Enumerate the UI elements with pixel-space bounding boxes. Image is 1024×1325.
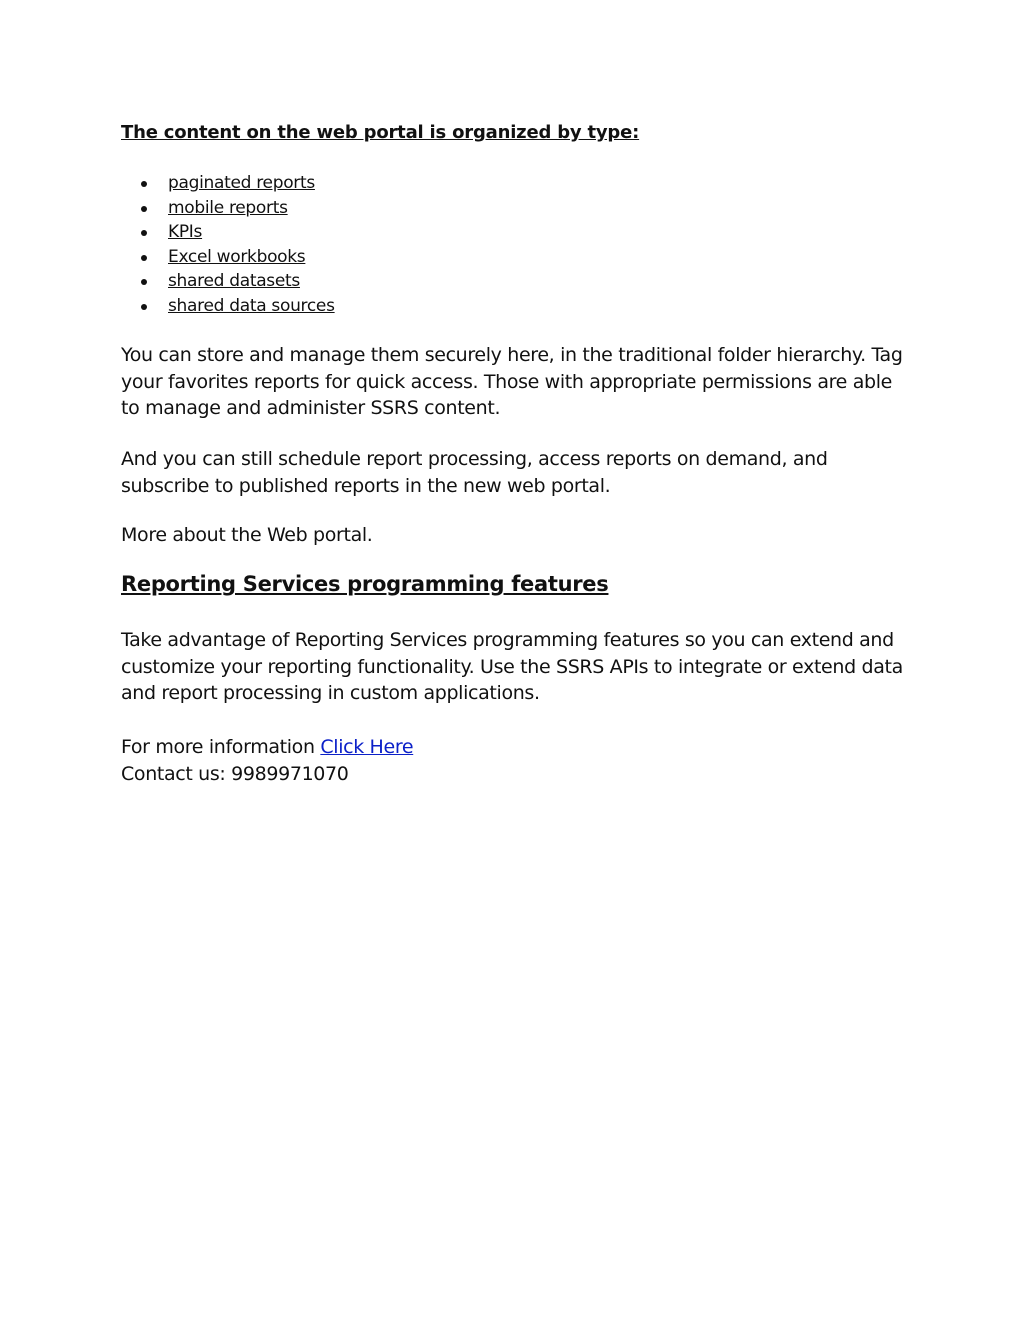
bullet-icon bbox=[141, 279, 147, 285]
list-item-label: paginated reports bbox=[168, 173, 315, 193]
contact-text: Contact us: 9989971070 bbox=[121, 762, 349, 785]
bullet-icon bbox=[141, 206, 147, 212]
bullet-icon bbox=[141, 230, 147, 236]
schedule-paragraph: And you can still schedule report processing, access reports on demand, and subscribe to published reports in the new web portal. bbox=[121, 448, 828, 497]
list-item-label: mobile reports bbox=[168, 197, 288, 218]
content-type-list bbox=[121, 171, 335, 318]
list-item-label: shared data sources bbox=[168, 295, 335, 316]
more-about-paragraph: More about the Web portal. bbox=[121, 524, 373, 546]
content-types-heading: The content on the web portal is organized by type: bbox=[121, 122, 640, 143]
store-paragraph: You can store and manage them securely here, in the traditional folder hierarchy. Tag your favorites reports for quick access. Those with appropriate permissions are able to manage and administer SSRS content. bbox=[121, 344, 903, 420]
list-item bbox=[121, 245, 335, 270]
programming-features-heading: Reporting Services programming features bbox=[121, 572, 609, 596]
contact-block bbox=[121, 734, 911, 787]
bullet-icon bbox=[141, 181, 147, 187]
bullet-icon bbox=[141, 255, 147, 261]
list-item-label: shared datasets bbox=[168, 271, 300, 291]
list-item bbox=[121, 171, 335, 196]
list-item bbox=[121, 196, 335, 221]
list-item-label: KPIs bbox=[168, 222, 203, 242]
bullet-icon bbox=[141, 304, 147, 310]
list-item-label: Excel workbooks bbox=[168, 246, 306, 267]
click-here-link[interactable]: Click Here bbox=[320, 736, 414, 758]
programming-features-paragraph: Take advantage of Reporting Services programming features so you can extend and customize your reporting functionality. Use the SSRS APIs to integrate or extend data and report processing in custom applications. bbox=[121, 629, 903, 705]
more-info-label: For more information bbox=[121, 736, 321, 758]
list-item bbox=[121, 269, 335, 294]
list-item bbox=[121, 294, 335, 319]
list-item bbox=[121, 220, 335, 245]
